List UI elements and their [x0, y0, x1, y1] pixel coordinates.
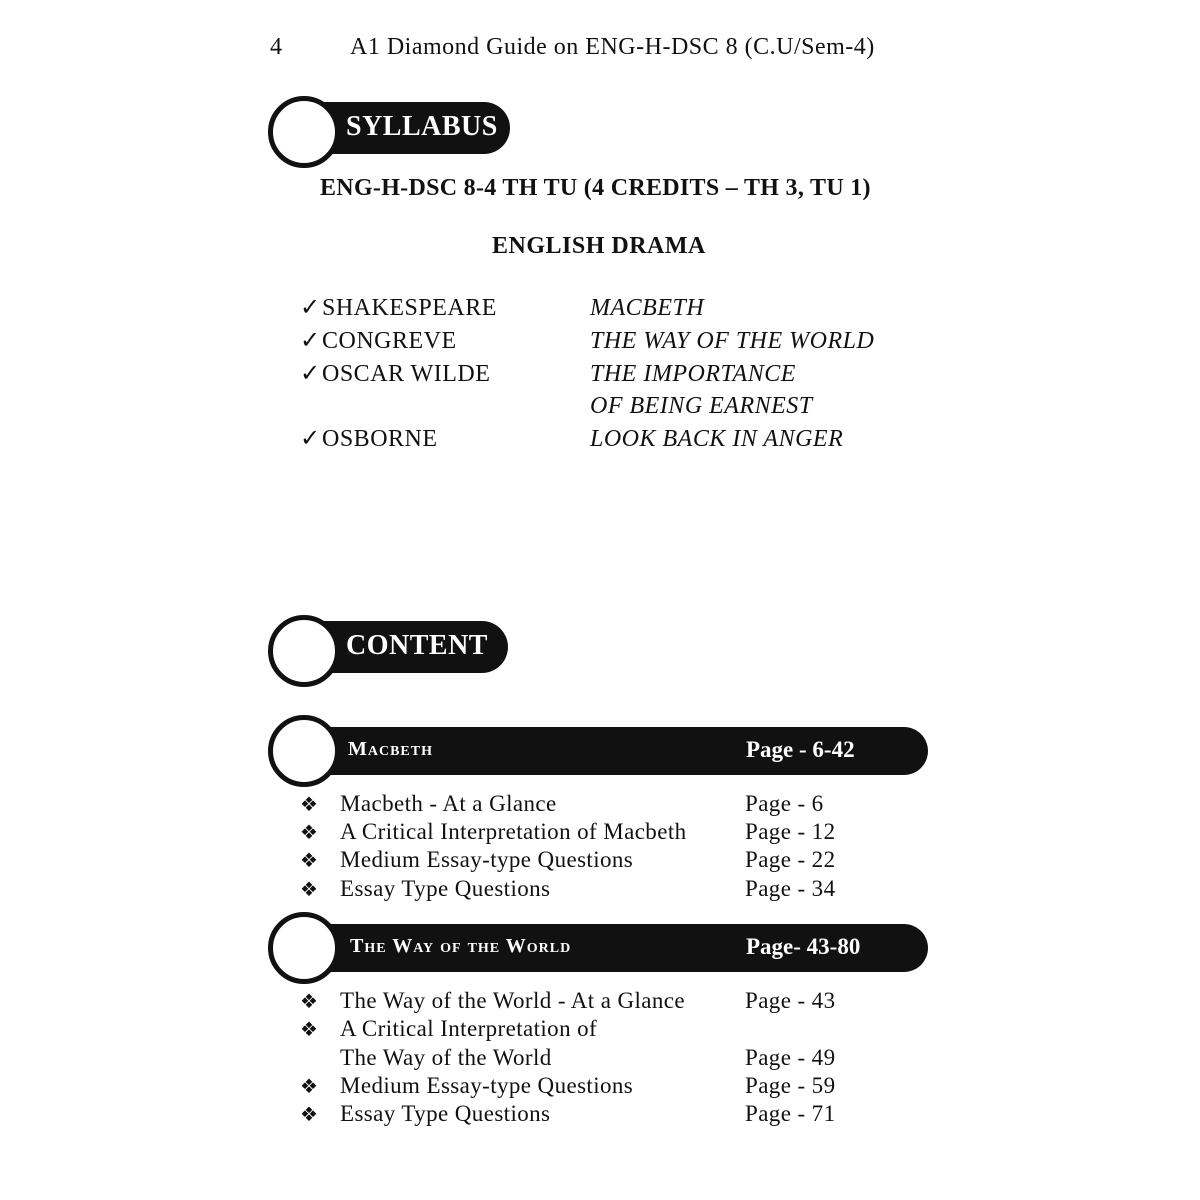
item-page: Page - 22: [745, 847, 836, 872]
item-label: Medium Essay-type Questions: [340, 1073, 634, 1098]
item-page: Page - 43: [745, 988, 836, 1013]
list-item: [300, 1101, 550, 1127]
syllabus-play: MACBETH: [590, 295, 705, 321]
list-item: [300, 847, 633, 873]
item-label: Essay Type Questions: [340, 876, 551, 901]
syllabus-play: THE IMPORTANCE: [590, 361, 796, 387]
section-page-range: Page - 6-42: [746, 737, 855, 762]
item-label-continued: The Way of the World: [340, 1045, 552, 1070]
author-name: SHAKESPEARE: [322, 295, 497, 321]
item-page: Page - 71: [745, 1101, 836, 1126]
section-title: Macbeth: [348, 738, 434, 760]
item-label: Macbeth - At a Glance: [340, 791, 557, 816]
section-circle-icon: [268, 912, 340, 984]
check-icon: ✓: [300, 426, 321, 452]
item-page: Page - 12: [745, 819, 836, 844]
syllabus-play: THE WAY OF THE WORLD: [590, 328, 875, 354]
heading-circle-icon: [268, 615, 340, 687]
heading-circle-icon: [268, 96, 340, 168]
syllabus-author: [300, 293, 497, 322]
syllabus-author: [300, 326, 457, 355]
diamond-bullet-icon: ❖: [300, 822, 319, 844]
diamond-bullet-icon: ❖: [300, 1076, 319, 1098]
syllabus-author: [300, 424, 438, 453]
syllabus-author: [300, 359, 490, 388]
syllabus-play-continued: OF BEING EARNEST: [590, 393, 813, 419]
author-name: OSBORNE: [322, 426, 438, 452]
course-code: ENG-H-DSC 8-4 TH TU (4 CREDITS – TH 3, TU 1): [320, 175, 871, 201]
item-page: Page - 49: [745, 1045, 836, 1070]
check-icon: ✓: [300, 328, 321, 354]
section-circle-icon: [268, 715, 340, 787]
item-label: A Critical Interpretation of Macbeth: [340, 819, 687, 844]
diamond-bullet-icon: ❖: [300, 1104, 319, 1126]
content-heading-label: CONTENT: [346, 630, 488, 661]
item-label: Essay Type Questions: [340, 1101, 551, 1126]
list-item: [300, 1016, 597, 1042]
item-page: Page - 6: [745, 791, 824, 816]
item-label: A Critical Interpretation of: [340, 1016, 598, 1041]
section-page-range: Page- 43-80: [746, 934, 861, 959]
list-item: [300, 1073, 633, 1099]
section-bar-macbeth: [268, 727, 930, 775]
list-item: [300, 819, 687, 845]
item-label: The Way of the World - At a Glance: [340, 988, 685, 1013]
list-item: [300, 876, 550, 902]
diamond-bullet-icon: ❖: [300, 1019, 319, 1041]
list-item: [300, 988, 685, 1014]
syllabus-heading-label: SYLLABUS: [346, 111, 498, 142]
item-page: Page - 34: [745, 876, 836, 901]
syllabus-heading: [268, 96, 518, 156]
item-label: Medium Essay-type Questions: [340, 847, 634, 872]
diamond-bullet-icon: ❖: [300, 879, 319, 901]
check-icon: ✓: [300, 295, 321, 321]
subject-title: ENGLISH DRAMA: [492, 233, 706, 259]
section-title: The Way of the World: [350, 935, 572, 957]
page-number: 4: [270, 34, 282, 60]
list-item: [300, 791, 557, 817]
section-bar-way-of-the-world: [268, 924, 930, 972]
content-heading: [268, 615, 518, 675]
author-name: CONGREVE: [322, 328, 457, 354]
check-icon: ✓: [300, 361, 321, 387]
running-header-title: A1 Diamond Guide on ENG-H-DSC 8 (C.U/Sem-4): [350, 34, 875, 60]
item-page: Page - 59: [745, 1073, 836, 1098]
diamond-bullet-icon: ❖: [300, 850, 319, 872]
diamond-bullet-icon: ❖: [300, 991, 319, 1013]
author-name: OSCAR WILDE: [322, 361, 491, 387]
syllabus-play: LOOK BACK IN ANGER: [590, 426, 844, 452]
diamond-bullet-icon: ❖: [300, 794, 319, 816]
